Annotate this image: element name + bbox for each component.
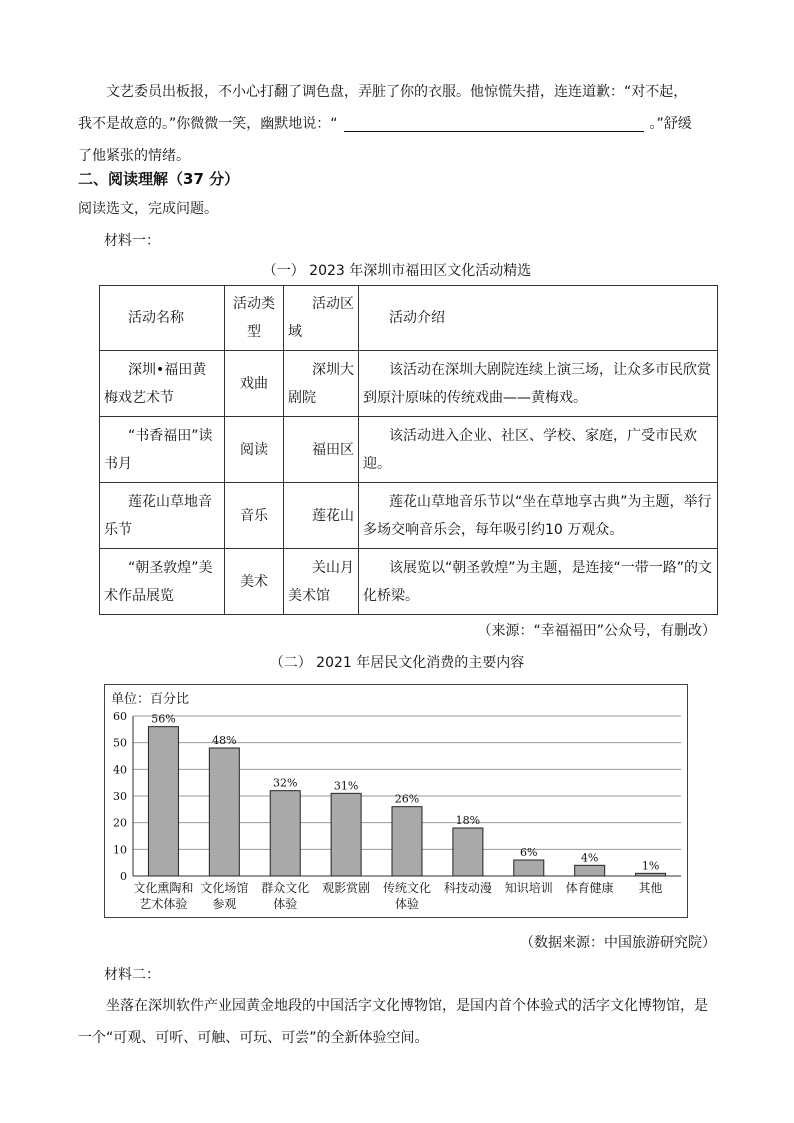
cell-name: “书香福田”读书月: [100, 417, 225, 483]
intro-line2: [78, 108, 718, 140]
x-tick-label: 传统文化: [382, 881, 432, 895]
cell-intro: 该展览以“朝圣敦煌”为主题，是连接“一带一路”的文化桥梁。: [359, 549, 718, 615]
y-tick-label: 0: [120, 870, 127, 883]
cell-name: 深圳•福田黄梅戏艺术节: [100, 351, 225, 417]
table-caption: （一） 2023 年深圳市福田区文化活动精选: [262, 263, 532, 279]
bar-value-label: 18%: [455, 814, 481, 827]
x-tick-label: 文化场馆: [200, 881, 249, 895]
intro-line3: 了他紧张的情绪。: [78, 148, 190, 164]
bar-value-label: 1%: [641, 859, 660, 873]
cell-type: 美术: [225, 549, 284, 615]
y-tick-label: 60: [113, 710, 127, 723]
y-tick-label: 40: [113, 763, 127, 777]
bar: [270, 791, 300, 876]
cell-name: 莲花山草地音乐节: [100, 483, 225, 549]
x-tick-label: 其他: [638, 881, 663, 895]
x-tick-label: 体验: [273, 897, 298, 911]
chart-frame: [104, 684, 688, 918]
x-tick-label: 艺术体验: [139, 897, 188, 911]
x-tick-label: 知识培训: [504, 881, 553, 895]
bar: [331, 793, 361, 876]
bar-chart: [105, 685, 687, 917]
chart-caption: （二） 2021 年居民文化消费的主要内容: [269, 655, 525, 671]
y-tick-label: 50: [113, 736, 127, 750]
x-tick-label: 体验: [394, 897, 420, 911]
intro-line1: 文艺委员出板报，不小心打翻了调色盘，弄脏了你的衣服。他惊慌失措，连连道歉：“对不起，: [106, 84, 688, 100]
cell-intro: 该活动在深圳大剧院连续上演三场，让众多市民欣赏到原汁原味的传统戏曲——黄梅戏。: [359, 351, 718, 417]
cell-area: 莲花山: [284, 483, 359, 549]
material2-label: 材料二：: [104, 967, 160, 983]
cell-name: “朝圣敦煌”美术作品展览: [100, 549, 225, 615]
bar: [575, 865, 605, 876]
instruction: 阅读选文，完成问题。: [78, 201, 218, 217]
cell-type: 音乐: [225, 483, 284, 549]
x-tick-label: 群众文化: [261, 881, 310, 895]
bar: [148, 727, 178, 876]
cell-intro: 莲花山草地音乐节以“坐在草地享古典”为主题，举行多场交响音乐会，每年吸引约10 万观众。: [359, 483, 718, 549]
bar-value-label: 56%: [151, 712, 176, 726]
bar-value-label: 6%: [520, 846, 538, 859]
bar: [514, 860, 544, 876]
cell-intro: 该活动进入企业、社区、学校、家庭，广受市民欢迎。: [359, 417, 718, 483]
table-row: [100, 417, 718, 483]
cell-area: 深圳大剧院: [284, 351, 359, 417]
chart-source: （数据来源：中国旅游研究院）: [520, 935, 716, 951]
bar: [209, 748, 239, 876]
header-cell: 活动类型: [225, 286, 284, 351]
bar-value-label: 4%: [580, 851, 599, 865]
y-tick-label: 10: [113, 843, 127, 857]
bar: [636, 873, 666, 876]
bar: [392, 807, 422, 876]
y-tick-label: 20: [113, 816, 127, 830]
table-row: [100, 549, 718, 615]
header-cell: 活动介绍: [359, 286, 718, 351]
header-cell: 活动区域: [284, 286, 359, 351]
bar-value-label: 26%: [394, 792, 420, 806]
x-tick-label: 观影赏剧: [322, 881, 371, 895]
table-row: [100, 483, 718, 549]
bar-value-label: 31%: [333, 779, 359, 793]
bar-value-label: 32%: [272, 776, 298, 790]
cell-area: 福田区: [284, 417, 359, 483]
intro-line2-end: 。”舒缓: [649, 116, 692, 132]
x-tick-label: 科技动漫: [443, 881, 492, 895]
y-tick-label: 30: [113, 790, 127, 803]
cell-type: 戏曲: [225, 351, 284, 417]
material1-label: 材料一：: [104, 233, 160, 249]
material2-text: 坐落在深圳软件产业园黄金地段的中国活字文化博物馆，是国内首个体验式的活字文化博物馆，是一个“可观、可听、可触、可玩、可尝”的全新体验空间。: [78, 998, 708, 1046]
chart-unit-label: 单位：百分比: [111, 692, 190, 707]
cell-type: 阅读: [225, 417, 284, 483]
x-tick-label: 文化熏陶和: [133, 881, 194, 895]
table-row: [100, 351, 718, 417]
bar-value-label: 48%: [212, 734, 237, 747]
intro-line2-start: 我不是故意的。”你微微一笑，幽默地说：“: [78, 116, 338, 132]
x-tick-label: 体育健康: [565, 881, 614, 895]
cell-area: 关山月美术馆: [284, 549, 359, 615]
section-heading: 二、阅读理解（37 分）: [78, 170, 240, 188]
x-tick-label: 参观: [212, 897, 237, 911]
header-cell: 活动名称: [100, 286, 225, 351]
table-source: （来源：“幸福福田”公众号，有删改）: [477, 623, 716, 639]
answer-blank[interactable]: [344, 113, 644, 132]
activity-table: [99, 285, 718, 615]
table-header-row: [100, 286, 718, 351]
bar: [453, 828, 483, 876]
